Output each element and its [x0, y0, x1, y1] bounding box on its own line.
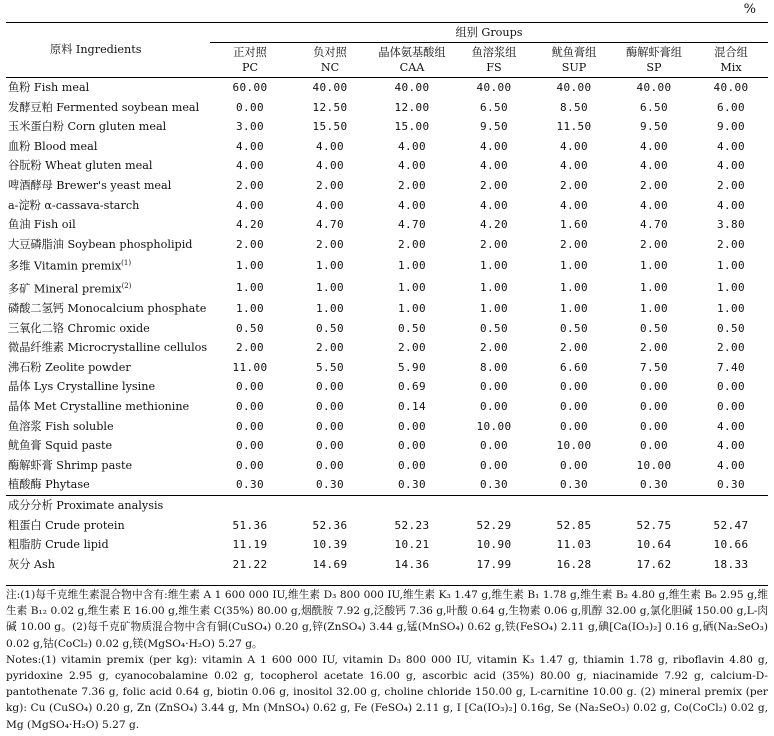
- value-cell: 2.00: [559, 341, 589, 355]
- value-cell: 0.30: [397, 478, 427, 492]
- value-cell: 0.00: [479, 439, 509, 453]
- value-cell: 52.36: [312, 518, 348, 532]
- ingredient-name: [6, 555, 210, 575]
- value-cell: 4.00: [639, 139, 669, 153]
- value-cell: 4.00: [716, 139, 746, 153]
- table-row: [6, 156, 768, 176]
- ingredient-label: 粗蛋白 Crude protein: [8, 518, 125, 532]
- value-cell: 7.50: [639, 360, 669, 374]
- ingredient-label: 玉米蛋白粉 Corn gluten meal: [8, 120, 167, 134]
- ingredient-name: [6, 277, 210, 299]
- value-cell: 0.00: [235, 100, 265, 114]
- ingredient-name: [6, 176, 210, 196]
- ingredient-name: [6, 338, 210, 358]
- value-cell: 0.50: [559, 321, 589, 335]
- value-cell: 4.00: [397, 159, 427, 173]
- value-cell: 0.00: [559, 380, 589, 394]
- value-cell: 18.33: [713, 557, 749, 571]
- value-cell: 1.00: [639, 258, 669, 272]
- value-cell: 0.00: [716, 399, 746, 413]
- value-cell: 14.69: [312, 557, 348, 571]
- value-cell: 0.50: [235, 321, 265, 335]
- ingredient-label: 血粉 Blood meal: [8, 139, 98, 153]
- value-cell: 4.00: [315, 139, 345, 153]
- value-cell: 0.50: [716, 321, 746, 335]
- value-cell: 2.00: [397, 341, 427, 355]
- value-cell: 9.50: [639, 120, 669, 134]
- value-cell: 40.00: [556, 81, 592, 94]
- value-cell: 0.00: [235, 419, 265, 433]
- value-cell: 4.00: [559, 159, 589, 173]
- ingredient-label: 灰分 Ash: [8, 557, 55, 571]
- value-cell: 17.99: [476, 557, 512, 571]
- table-row: [6, 358, 768, 378]
- value-cell: 51.36: [232, 518, 268, 532]
- value-cell: 2.00: [716, 341, 746, 355]
- value-cell: 0.00: [315, 419, 345, 433]
- value-cell: 0.00: [235, 439, 265, 453]
- value-cell: 1.00: [716, 258, 746, 272]
- ingredient-label: 微晶纤维素 Microcrystalline cellulos: [8, 341, 208, 355]
- value-cell: 0.00: [639, 399, 669, 413]
- value-cell: 40.00: [394, 81, 430, 94]
- ingredient-label: 酶解虾膏 Shrimp paste: [8, 458, 133, 472]
- column-header-en: PC: [241, 61, 259, 74]
- value-cell: 0.00: [235, 458, 265, 472]
- value-cell: 5.50: [315, 360, 345, 374]
- ingredient-name: [6, 299, 210, 319]
- value-cell: 2.00: [639, 178, 669, 192]
- ingredient-name: [6, 516, 210, 536]
- value-cell: 0.00: [559, 399, 589, 413]
- value-cell: 4.00: [716, 159, 746, 173]
- column-header-cn: 鱿鱼膏组: [551, 46, 597, 59]
- ingredient-label: 发酵豆粕 Fermented soybean meal: [8, 100, 200, 114]
- value-cell: 1.00: [315, 258, 345, 272]
- value-cell: 0.00: [315, 399, 345, 413]
- ingredient-label: 植酸酶 Phytase: [8, 478, 90, 492]
- value-cell: 16.28: [556, 557, 592, 571]
- value-cell: 40.00: [713, 81, 749, 94]
- ingredient-name: [6, 358, 210, 378]
- column-header-cn: 正对照: [233, 46, 267, 59]
- footnote-marker: (2): [121, 281, 132, 290]
- value-cell: 0.00: [559, 419, 589, 433]
- ingredient-name: [6, 254, 210, 276]
- value-cell: 1.00: [235, 258, 265, 272]
- value-cell: 0.00: [315, 439, 345, 453]
- value-cell: 52.75: [636, 518, 672, 532]
- table-row: [6, 215, 768, 235]
- value-cell: 12.50: [312, 100, 348, 114]
- value-cell: 4.00: [315, 159, 345, 173]
- ingredient-name: [6, 436, 210, 456]
- value-cell: 0.00: [315, 380, 345, 394]
- value-cell: 0.00: [397, 419, 427, 433]
- ingredient-label: 磷酸二氢钙 Monocalcium phosphate: [8, 302, 207, 315]
- column-header: [614, 43, 694, 78]
- value-cell: 2.00: [397, 178, 427, 192]
- value-cell: 9.50: [479, 120, 509, 134]
- value-cell: 5.90: [397, 360, 427, 374]
- value-cell: 2.00: [479, 237, 509, 251]
- table-row: [6, 417, 768, 437]
- value-cell: 0.00: [315, 458, 345, 472]
- value-cell: 6.50: [479, 100, 509, 114]
- value-cell: 1.00: [315, 281, 345, 295]
- value-cell: 4.70: [397, 218, 427, 232]
- value-cell: 0.30: [716, 478, 746, 492]
- ingredients-header: 原料 Ingredients: [50, 43, 142, 57]
- table-row: [6, 235, 768, 255]
- ingredient-name: [6, 475, 210, 495]
- ingredient-name: [6, 397, 210, 417]
- ingredient-name: [6, 215, 210, 235]
- ingredient-name: [6, 196, 210, 216]
- column-header-cn: 酶解虾膏组: [626, 46, 682, 59]
- value-cell: 1.00: [559, 258, 589, 272]
- value-cell: 0.00: [639, 419, 669, 433]
- value-cell: 40.00: [312, 81, 348, 94]
- value-cell: 0.30: [559, 478, 589, 492]
- column-header-en: CAA: [399, 61, 425, 74]
- table-row: [6, 338, 768, 358]
- value-cell: 3.80: [716, 218, 746, 232]
- value-cell: 0.69: [397, 380, 427, 394]
- column-header-en: FS: [486, 61, 502, 74]
- value-cell: 60.00: [232, 81, 268, 94]
- column-header-en: NC: [320, 61, 340, 74]
- column-header: [370, 43, 454, 78]
- value-cell: 4.00: [479, 159, 509, 173]
- table-row: [6, 535, 768, 555]
- value-cell: 1.00: [479, 281, 509, 295]
- value-cell: 0.30: [639, 478, 669, 492]
- ingredient-label: 晶体 Met Crystalline methionine: [8, 399, 190, 413]
- value-cell: 2.00: [235, 341, 265, 355]
- value-cell: 0.00: [559, 458, 589, 472]
- value-cell: 0.50: [479, 321, 509, 335]
- value-cell: 1.00: [479, 302, 509, 315]
- value-cell: 40.00: [636, 81, 672, 94]
- value-cell: 2.00: [397, 237, 427, 251]
- unit-label: %: [743, 2, 756, 17]
- column-header: [210, 43, 290, 78]
- column-header: [454, 43, 534, 78]
- ingredient-name: [6, 456, 210, 476]
- notes-english: Notes:(1) vitamin premix (per kg): vitamin A 1 600 000 IU, vitamin D₃ 800 000 IU, vitamin K₃ 1.47 g, thiamin 1.78 g, riboflavin 4.80 g, pyridoxine 2.95 g, cyanocobalamine 0.02 g, tocopherol acetate 16.00 g, ascorbic acid (35%) 80.00 g, niacinamide 7.92 g, calcium-D-pantothenate 7.36 g, folic acid 0.64 g, biotin 0.06 g, inositol 32.00 g, choline chloride 150.00 g, L-carnitine 10.00 g. (2) mineral premix (per kg): Cu (CuSO₄) 0.20 g, Zn (ZnSO₄) 3.44 g, Mn (MnSO₄) 0.62 g, Fe (FeSO₄) 2.11 g, I [Ca(IO₃)₂] 0.16g, Se (Na₂SeO₃) 0.02 g, Co(CoCl₂) 0.02 g, Mg (MgSO₄·H₂O) 5.27 g.: [6, 653, 768, 731]
- value-cell: 0.00: [397, 439, 427, 453]
- value-cell: 0.50: [397, 321, 427, 335]
- value-cell: 1.00: [397, 281, 427, 295]
- value-cell: 2.00: [639, 237, 669, 251]
- table-row: [6, 456, 768, 476]
- value-cell: 4.70: [639, 218, 669, 232]
- value-cell: 10.21: [394, 538, 430, 552]
- value-cell: 4.20: [235, 218, 265, 232]
- column-header-en: SP: [646, 61, 662, 74]
- value-cell: 2.00: [716, 178, 746, 192]
- value-cell: 10.66: [713, 538, 749, 552]
- table-row: [6, 555, 768, 575]
- table-row: [6, 98, 768, 118]
- value-cell: 0.30: [479, 478, 509, 492]
- value-cell: 10.00: [476, 419, 512, 433]
- value-cell: 7.40: [716, 360, 746, 374]
- value-cell: 4.00: [235, 139, 265, 153]
- value-cell: 11.03: [556, 538, 592, 552]
- value-cell: 4.00: [716, 198, 746, 212]
- value-cell: 2.00: [559, 237, 589, 251]
- table-row: [6, 319, 768, 339]
- value-cell: 4.00: [235, 198, 265, 212]
- table-row: [6, 377, 768, 397]
- value-cell: 0.00: [639, 439, 669, 453]
- value-cell: 8.00: [479, 360, 509, 374]
- value-cell: 15.50: [312, 120, 348, 134]
- table-row: [6, 176, 768, 196]
- value-cell: 4.00: [397, 139, 427, 153]
- value-cell: 15.00: [394, 120, 430, 134]
- column-header-en: Mix: [720, 61, 742, 74]
- proximate-header-row: [6, 495, 768, 515]
- ingredient-label: 鱿鱼膏 Squid paste: [8, 439, 113, 453]
- table-row: [6, 78, 768, 98]
- value-cell: 4.00: [235, 159, 265, 173]
- value-cell: 52.47: [713, 518, 749, 532]
- ingredient-label: 三氧化二铬 Chromic oxide: [8, 321, 150, 335]
- ingredient-name: [6, 377, 210, 397]
- value-cell: 52.85: [556, 518, 592, 532]
- value-cell: 1.00: [235, 281, 265, 295]
- ingredient-name: [6, 156, 210, 176]
- table-row: [6, 475, 768, 495]
- value-cell: 1.00: [559, 281, 589, 295]
- table-row: [6, 299, 768, 319]
- value-cell: 1.00: [639, 281, 669, 295]
- ingredient-name: [6, 137, 210, 157]
- value-cell: 11.19: [232, 538, 268, 552]
- value-cell: 0.50: [639, 321, 669, 335]
- value-cell: 11.00: [232, 360, 268, 374]
- proximate-label: 成分分析 Proximate analysis: [8, 498, 164, 512]
- value-cell: 10.64: [636, 538, 672, 552]
- value-cell: 8.50: [559, 100, 589, 114]
- value-cell: 17.62: [636, 557, 672, 571]
- notes-chinese: 注:(1)每千克维生素混合物中含有:维生素 A 1 600 000 IU,维生素 D₃ 800 000 IU,维生素 K₃ 1.47 g,维生素 B₁ 1.78 g,维生素 B₂ 4.80 g,维生素 B₆ 2.95 g,维生素 B₁₂ 0.02 g,维生素 E 16.00 g,维生素 C(35%) 80.00 g,烟酰胺 7.92 g,泛酸钙 7.36 g,叶酸 0.64 g,生物素 0.06 g,肌醇 32.00 g,氯化胆碱 150.00 g,L-肉碱 10.00 g。(2)每千克矿物质混合物中含有铜(CuSO₄) 0.20 g,锌(ZnSO₄) 3.44 g,锰(MnSO₄) 0.62 g,铁(FeSO₄) 2.11 g,碘[Ca(IO₃)₂] 0.16 g,硒(Na₂SeO₃) 0.02 g,钴(CoCl₂) 0.02 g,镁(MgSO₄·H₂O) 5.27 g。: [6, 589, 768, 650]
- ingredient-label: 鱼溶浆 Fish soluble: [8, 419, 114, 433]
- value-cell: 4.00: [559, 198, 589, 212]
- value-cell: 4.00: [639, 159, 669, 173]
- ingredient-name: [6, 535, 210, 555]
- ingredient-name: [6, 417, 210, 437]
- table-row: [6, 436, 768, 456]
- column-header-cn: 鱼溶浆组: [471, 46, 517, 59]
- value-cell: 4.00: [639, 198, 669, 212]
- value-cell: 0.00: [235, 399, 265, 413]
- ingredient-name: [6, 98, 210, 118]
- ingredient-label: 谷朊粉 Wheat gluten meal: [8, 159, 153, 173]
- value-cell: 6.60: [559, 360, 589, 374]
- ingredient-label: 沸石粉 Zeolite powder: [8, 360, 131, 374]
- value-cell: 14.36: [394, 557, 430, 571]
- value-cell: 2.00: [235, 178, 265, 192]
- table-row: [6, 254, 768, 276]
- column-header: [694, 43, 768, 78]
- value-cell: 2.00: [479, 178, 509, 192]
- value-cell: 0.00: [716, 380, 746, 394]
- value-cell: 40.00: [476, 81, 512, 94]
- value-cell: 4.00: [559, 139, 589, 153]
- value-cell: 0.00: [479, 399, 509, 413]
- value-cell: 10.00: [636, 458, 672, 472]
- value-cell: 6.00: [716, 100, 746, 114]
- ingredient-name: [6, 117, 210, 137]
- value-cell: 2.00: [559, 178, 589, 192]
- column-header-cn: 混合组: [714, 46, 748, 59]
- ingredient-name: [6, 319, 210, 339]
- value-cell: 0.00: [479, 458, 509, 472]
- column-header-en: SUP: [561, 61, 587, 74]
- value-cell: 4.00: [716, 458, 746, 472]
- ingredient-name: [6, 78, 210, 98]
- ingredient-label: 多矿 Mineral premix: [8, 282, 122, 296]
- table-row: [6, 117, 768, 137]
- column-header-cn: 晶体氨基酸组: [378, 46, 446, 59]
- value-cell: 9.00: [716, 120, 746, 134]
- value-cell: 0.00: [235, 380, 265, 394]
- value-cell: 10.00: [556, 439, 592, 453]
- groups-header: 组别 Groups: [210, 23, 768, 43]
- footnote-marker: (1): [121, 259, 132, 268]
- ingredient-label: 晶体 Lys Crystalline lysine: [8, 380, 156, 394]
- value-cell: 4.00: [716, 439, 746, 453]
- value-cell: 2.00: [716, 237, 746, 251]
- value-cell: 0.00: [639, 380, 669, 394]
- value-cell: 0.00: [479, 380, 509, 394]
- column-header-cn: 负对照: [313, 46, 347, 59]
- value-cell: 4.20: [479, 218, 509, 232]
- value-cell: 0.30: [235, 478, 265, 492]
- value-cell: 0.50: [315, 321, 345, 335]
- ingredient-label: 鱼油 Fish oil: [8, 218, 76, 232]
- value-cell: 21.22: [232, 557, 268, 571]
- formulation-table: [6, 22, 768, 574]
- value-cell: 1.00: [235, 302, 265, 315]
- ingredient-label: 鱼粉 Fish meal: [8, 81, 90, 94]
- value-cell: 11.50: [556, 120, 592, 134]
- ingredient-label: 多维 Vitamin premix: [8, 260, 122, 274]
- value-cell: 10.39: [312, 538, 348, 552]
- value-cell: 1.00: [716, 302, 746, 315]
- ingredient-label: a-淀粉 α-cassava-starch: [8, 198, 140, 212]
- table-row: [6, 196, 768, 216]
- column-header: [534, 43, 614, 78]
- value-cell: 1.00: [397, 302, 427, 315]
- value-cell: 1.00: [315, 302, 345, 315]
- value-cell: 12.00: [394, 100, 430, 114]
- value-cell: 4.00: [479, 198, 509, 212]
- ingredient-label: 啤酒酵母 Brewer's yeast meal: [8, 178, 172, 192]
- table-row: [6, 277, 768, 299]
- value-cell: 4.70: [315, 218, 345, 232]
- value-cell: 0.14: [397, 399, 427, 413]
- value-cell: 2.00: [315, 178, 345, 192]
- value-cell: 2.00: [235, 237, 265, 251]
- value-cell: 1.00: [559, 302, 589, 315]
- value-cell: 4.00: [397, 198, 427, 212]
- table-body: [6, 78, 768, 575]
- value-cell: 3.00: [235, 120, 265, 134]
- value-cell: 4.00: [315, 198, 345, 212]
- table-row: [6, 516, 768, 536]
- column-header: [290, 43, 370, 78]
- value-cell: 10.90: [476, 538, 512, 552]
- table-row: [6, 137, 768, 157]
- value-cell: 52.29: [476, 518, 512, 532]
- ingredient-label: 粗脂肪 Crude lipid: [8, 538, 109, 552]
- value-cell: 2.00: [315, 237, 345, 251]
- value-cell: 52.23: [394, 518, 430, 532]
- table-row: [6, 397, 768, 417]
- value-cell: 2.00: [315, 341, 345, 355]
- value-cell: 1.00: [639, 302, 669, 315]
- value-cell: 1.00: [397, 258, 427, 272]
- value-cell: 4.00: [716, 419, 746, 433]
- ingredient-label: 大豆磷脂油 Soybean phospholipid: [8, 237, 193, 251]
- value-cell: 1.00: [716, 281, 746, 295]
- value-cell: 1.00: [479, 258, 509, 272]
- value-cell: 6.50: [639, 100, 669, 114]
- value-cell: 2.00: [479, 341, 509, 355]
- value-cell: 2.00: [639, 341, 669, 355]
- value-cell: 0.30: [315, 478, 345, 492]
- value-cell: 0.00: [397, 458, 427, 472]
- table-notes: [6, 585, 768, 733]
- value-cell: 4.00: [479, 139, 509, 153]
- value-cell: 1.60: [559, 218, 589, 232]
- ingredient-name: [6, 235, 210, 255]
